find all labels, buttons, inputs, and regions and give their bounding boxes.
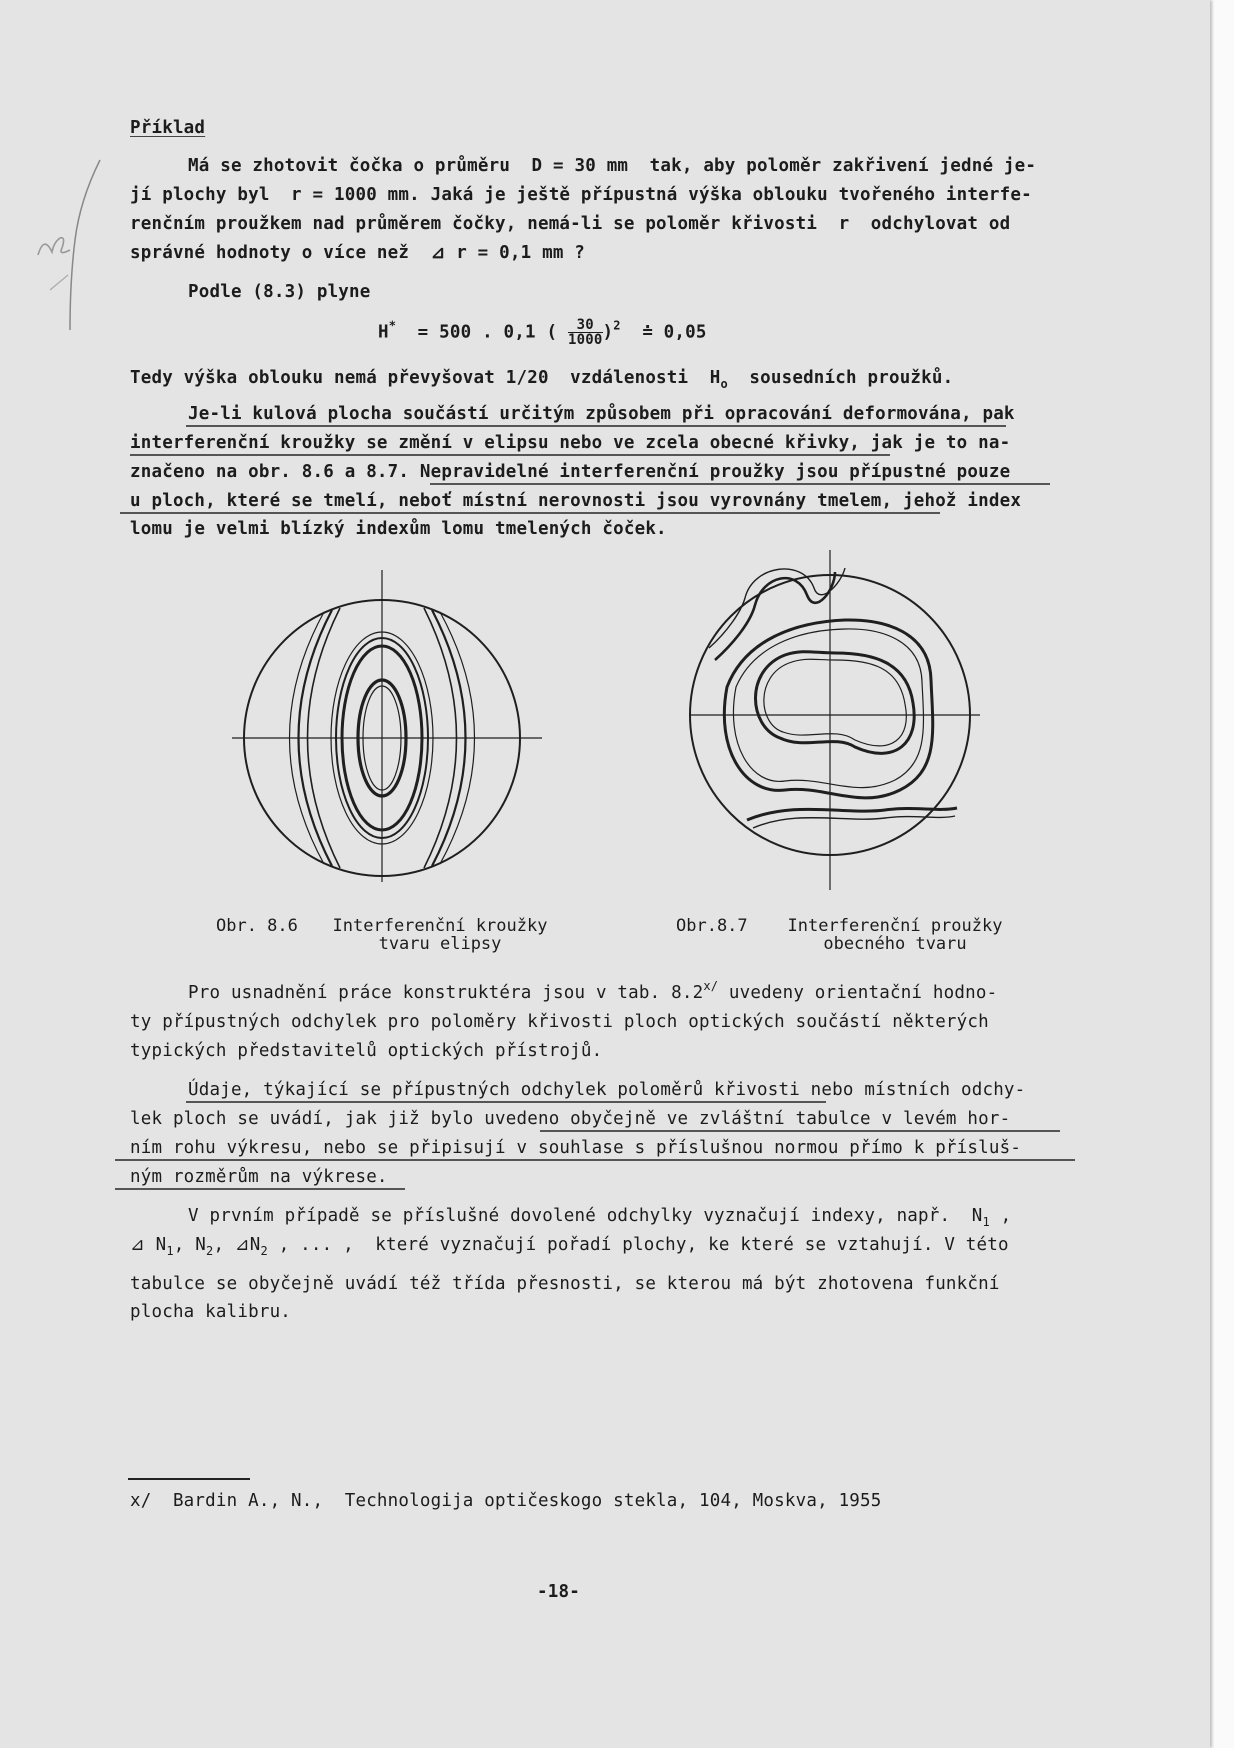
formula-mid: = 500 . 0,1 ( (417, 322, 558, 343)
para1-line-3: značeno na obr. 8.6 a 8.7. Nepravidelné interferenční proužky jsou přípustné pouze (130, 462, 1011, 482)
conclusion-line (130, 368, 954, 391)
para4-line-2 (130, 1235, 1009, 1258)
conclusion-text-end: sousedních proužků. (727, 368, 954, 388)
para2-line-2: ty přípustných odchylek pro poloměry křivosti ploch optických součástí některých (130, 1012, 989, 1032)
pencil-underline (130, 454, 890, 456)
para4-text: , N (173, 1235, 206, 1255)
figure-8-6-number: Obr. 8.6 (216, 916, 298, 936)
example-heading: Příklad (130, 118, 206, 138)
pencil-underline (430, 483, 1050, 485)
pencil-underline (186, 425, 1006, 427)
formula-denominator: 1000 (568, 332, 603, 348)
handwritten-margin-mark (30, 160, 110, 340)
para1-line-5: lomu je velmi blízký indexům lomu tmelených čoček. (130, 519, 667, 539)
para1-line-4: u ploch, které se tmelí, neboť místní nerovnosti jsou vyrovnány tmelem, jehož index (130, 491, 1022, 511)
conclusion-text: Tedy výška oblouku nemá převyšovat 1/20 vzdálenosti H (130, 368, 721, 388)
para2-line-3: typických představitelů optických přístrojů. (130, 1041, 603, 1061)
para4-line-1 (188, 1206, 1012, 1229)
example-line-1: Má se zhotovit čočka o průměru D = 30 mm tak, aby poloměr zakřivení jedné je- (188, 156, 1037, 176)
example-line-2: jí plochy byl r = 1000 mm. Jaká je ještě přípustná výška oblouku tvořeného interfe- (130, 185, 1032, 205)
para4-line-3: tabulce se obyčejně uvádí též třída přesnosti, se kterou má být zhotovena funkční (130, 1274, 1000, 1294)
figure-8-7-irregular-fringes (685, 550, 985, 895)
figure-8-6-title-1: Interferenční kroužky (332, 916, 548, 936)
para4-subscript: 2 (260, 1244, 268, 1258)
conclusion-subscript: o (720, 377, 728, 391)
figure-8-7-title-2: obecného tvaru (823, 934, 967, 954)
para1-line-2: interferenční kroužky se změní v elipsu nebo ve zcela obecné křivky, jak je to na- (130, 433, 1011, 453)
formula-lhs: H (378, 322, 389, 343)
para2-text-end: uvedeny orientační hodno- (718, 983, 998, 1003)
example-line-3: renčním proužkem nad průměrem čočky, nemá-li se poloměr křivosti r odchylovat od (130, 214, 1011, 234)
pencil-underline (186, 1101, 826, 1103)
pencil-underline (120, 512, 940, 514)
para4-text: ⊿ N (130, 1235, 167, 1255)
page-number: -18- (537, 1582, 580, 1602)
pencil-underline (540, 1130, 1060, 1132)
pencil-underline (115, 1188, 405, 1190)
formula (378, 318, 707, 347)
figure-8-7-title-1: Interferenční proužky (787, 916, 1003, 936)
para4-subscript: 1 (982, 1215, 990, 1229)
figure-8-6-elliptical-fringes (230, 570, 550, 890)
example-line-4: správné hodnoty o více než ⊿ r = 0,1 mm ? (130, 243, 586, 263)
formula-intro: Podle (8.3) plyne (188, 282, 371, 302)
para4-line-4: plocha kalibru. (130, 1302, 292, 1322)
para4-subscript: 1 (166, 1244, 174, 1258)
formula-exponent: 2 (613, 318, 621, 333)
para3-line-1: Údaje, týkající se přípustných odchylek poloměrů křivosti nebo místních odchy- (188, 1080, 1026, 1100)
para4-text: , ... , které vyznačují pořadí plochy, ke které se vztahují. V této (267, 1235, 1009, 1255)
footnote: x/ Bardin A., N., Technologija optičeskogo stekla, 104, Moskva, 1955 (130, 1491, 882, 1511)
para4-text-end: , (989, 1206, 1012, 1226)
formula-result: ≐ 0,05 (642, 322, 707, 343)
para2-text: Pro usnadnění práce konstruktéra jsou v tab. 8.2 (188, 983, 704, 1003)
para3-line-3: ním rohu výkresu, nebo se připisují v souhlase s příslušnou normou přímo k přísluš- (130, 1138, 1022, 1158)
footnote-rule (128, 1478, 250, 1480)
figure-8-7-number: Obr.8.7 (676, 916, 748, 936)
footnote-marker: x/ (703, 979, 719, 993)
formula-close: ) (602, 322, 614, 343)
para3-line-4: ným rozměrům na výkrese. (130, 1167, 388, 1187)
formula-fraction (568, 318, 603, 347)
para3-line-2: lek ploch se uvádí, jak již bylo uvedeno obyčejně ve zvláštní tabulce v levém hor- (130, 1109, 1011, 1129)
pencil-underline (115, 1159, 1075, 1161)
para2-line-1 (188, 979, 998, 1003)
figure-8-6-title-2: tvaru elipsy (378, 934, 502, 954)
formula-star: * (388, 318, 397, 333)
para4-subscript: 2 (206, 1244, 214, 1258)
para1-line-1: Je-li kulová plocha součástí určitým způsobem při opracování deformována, pak (188, 404, 1015, 424)
para4-text: , ⊿N (213, 1235, 261, 1255)
formula-numerator: 30 (568, 318, 603, 333)
para4-text: V prvním případě se příslušné dovolené odchylky vyznačují indexy, např. N (188, 1206, 983, 1226)
